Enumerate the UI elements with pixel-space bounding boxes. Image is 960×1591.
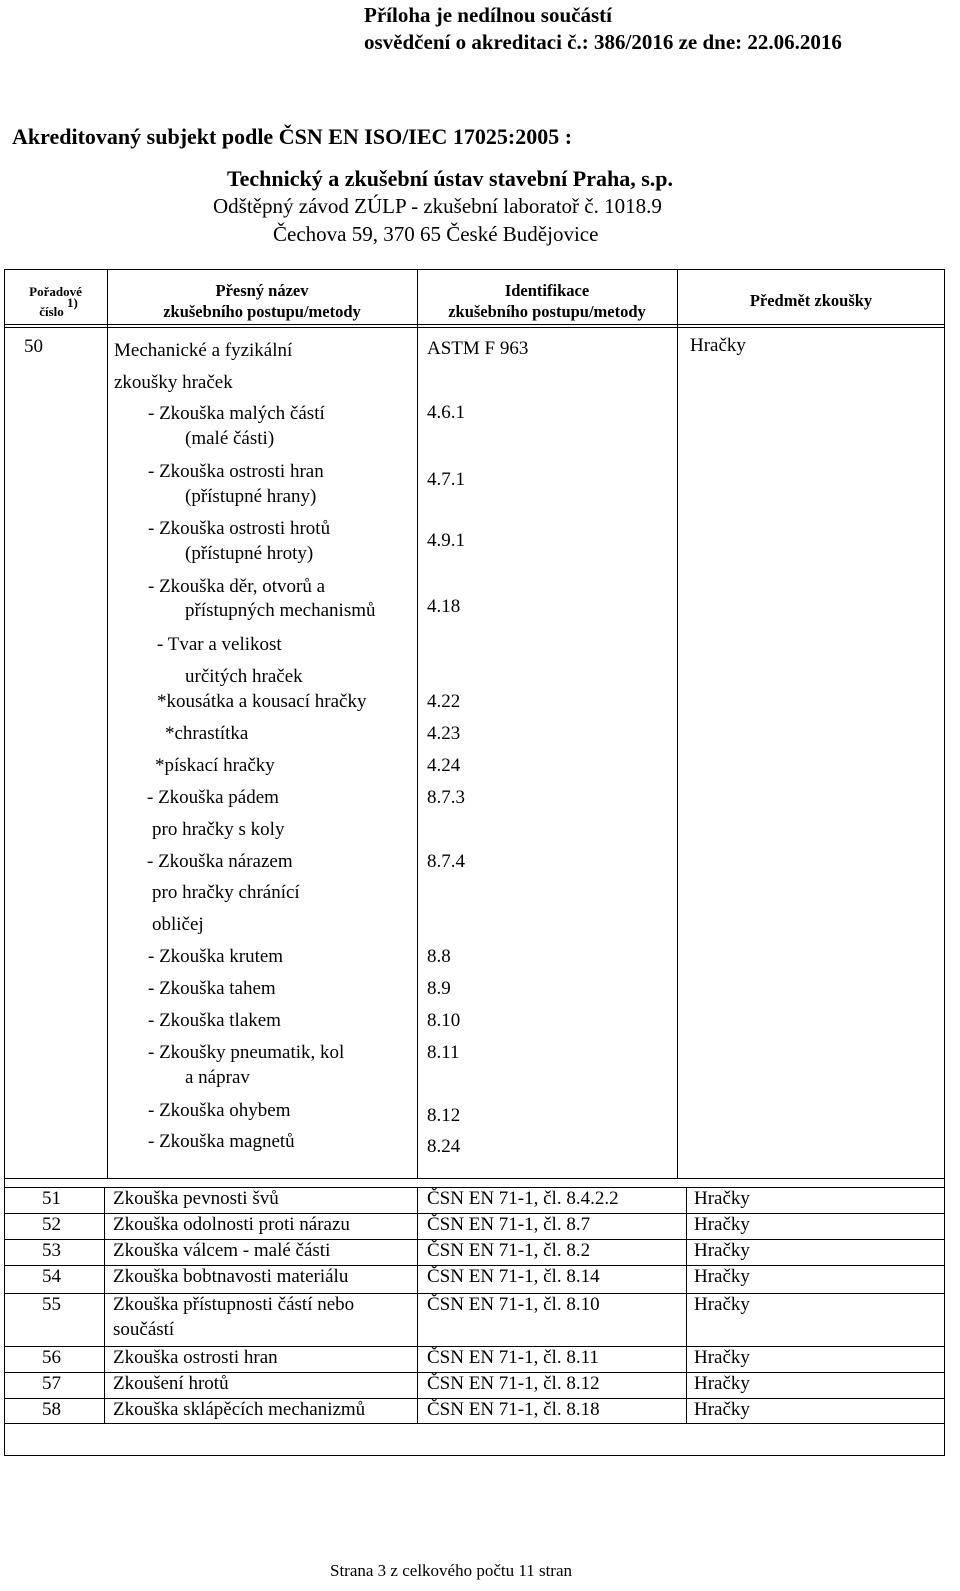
row50-line: - Zkouška pádem <box>147 787 279 808</box>
row50-subject: Hračky <box>690 335 746 356</box>
row-ident: ČSN EN 71-1, čl. 8.7 <box>427 1214 591 1235</box>
row50-line: - Zkouška magnetů <box>148 1131 295 1152</box>
row50-ident-main: ASTM F 963 <box>427 338 529 359</box>
row50-line: (přístupné hrany) <box>185 486 317 507</box>
row-subject: Hračky <box>694 1294 750 1315</box>
row-test-name: Zkouška bobtnavosti materiálu <box>113 1266 349 1287</box>
row-subject: Hračky <box>694 1266 750 1287</box>
row50-line: - Zkouška ostrosti hrotů <box>148 518 331 539</box>
row50-line: - Zkouška malých částí <box>148 403 325 424</box>
row50-ident: 8.7.4 <box>427 851 465 872</box>
row-test-name-cont: součástí <box>113 1319 175 1340</box>
row50-line: pro hračky chránící <box>152 882 300 903</box>
row50-ident: 4.22 <box>427 691 461 712</box>
row-ident: ČSN EN 71-1, čl. 8.11 <box>427 1347 599 1368</box>
col-header-ident-a: Identifikace <box>504 281 590 300</box>
header-line2: osvědčení o akreditaci č.: 386/2016 ze dne: 22.06.2016 <box>364 30 842 54</box>
row-number: 55 <box>42 1294 61 1315</box>
row-subject: Hračky <box>694 1240 750 1261</box>
row50-line: určitých hraček <box>185 666 303 687</box>
row-number: 52 <box>42 1214 61 1235</box>
row50-ident: 8.11 <box>427 1042 460 1063</box>
row50-line: (malé části) <box>185 428 275 449</box>
col-header-name-a: Přesný název <box>215 281 309 300</box>
address: Čechova 59, 370 65 České Budějovice <box>273 222 599 246</box>
row-number: 58 <box>42 1399 61 1420</box>
row50-ident: 8.7.3 <box>427 787 465 808</box>
row-subject: Hračky <box>694 1399 750 1420</box>
row50-line: *kousátka a kousací hračky <box>157 691 367 712</box>
row50-line: - Zkoušky pneumatik, kol <box>148 1042 345 1063</box>
row-ident: ČSN EN 71-1, čl. 8.18 <box>427 1399 600 1420</box>
row-number: 57 <box>42 1373 61 1394</box>
row50-ident: 8.8 <box>427 946 451 967</box>
row50-line: - Zkouška krutem <box>148 946 284 967</box>
col-header-subject: Předmět zkoušky <box>749 291 873 310</box>
row-subject: Hračky <box>694 1188 750 1209</box>
row50-line: obličej <box>152 914 204 935</box>
col-header-ident-b: zkušebního postupu/metody <box>448 302 646 321</box>
col-header-name-b: zkušebního postupu/metody <box>163 302 361 321</box>
row-ident: ČSN EN 71-1, čl. 8.14 <box>427 1266 600 1287</box>
col-header-order-sup: 1) <box>67 295 78 310</box>
row50-line: přístupných mechanismů <box>185 600 376 621</box>
row50-ident: 8.12 <box>427 1105 461 1126</box>
row-subject: Hračky <box>694 1347 750 1368</box>
row50-ident: 4.7.1 <box>427 469 465 490</box>
row50-line: - Zkouška ostrosti hran <box>148 461 324 482</box>
row50-line: pro hračky s koly <box>152 819 285 840</box>
row50-line: (přístupné hroty) <box>185 543 314 564</box>
row50-ident: 8.24 <box>427 1136 461 1157</box>
org-name: Technický a zkušební ústav stavební Praha, s.p. <box>227 166 674 191</box>
row-test-name: Zkouška odolnosti proti nárazu <box>113 1214 350 1235</box>
row50-line: *pískací hračky <box>155 755 275 776</box>
row50-line: - Zkouška děr, otvorů a <box>148 576 326 597</box>
page-footer: Strana 3 z celkového počtu 11 stran <box>330 1561 573 1580</box>
row-ident: ČSN EN 71-1, čl. 8.12 <box>427 1373 600 1394</box>
row50-ident: 4.6.1 <box>427 402 465 423</box>
row50-ident: 4.23 <box>427 723 461 744</box>
row-subject: Hračky <box>694 1373 750 1394</box>
row50-line: zkoušky hraček <box>114 372 233 393</box>
row-number: 51 <box>42 1188 61 1209</box>
row-test-name: Zkouška sklápěcích mechanizmů <box>113 1399 366 1420</box>
branch-name: Odštěpný závod ZÚLP - zkušební laboratoř č. 1018.9 <box>213 194 662 218</box>
row-test-name: Zkouška přístupnosti částí nebo <box>113 1294 355 1315</box>
row50-line: - Zkouška ohybem <box>148 1100 291 1121</box>
header-line1: Příloha je nedílnou součástí <box>364 3 612 27</box>
row50-line: Mechanické a fyzikální <box>114 340 293 361</box>
row50-ident: 8.10 <box>427 1010 461 1031</box>
row-number: 53 <box>42 1240 61 1261</box>
row-ident: ČSN EN 71-1, čl. 8.4.2.2 <box>427 1188 619 1209</box>
row-test-name: Zkouška ostrosti hran <box>113 1347 278 1368</box>
row-ident: ČSN EN 71-1, čl. 8.2 <box>427 1240 591 1261</box>
row-subject: Hračky <box>694 1214 750 1235</box>
col-header-order-a: Pořadové <box>29 284 82 299</box>
row-test-name: Zkouška válcem - malé části <box>113 1240 331 1261</box>
row50-line: a náprav <box>185 1067 250 1088</box>
row50-ident: 4.24 <box>427 755 461 776</box>
row-number: 56 <box>42 1347 61 1368</box>
accreditation-title: Akreditovaný subjekt podle ČSN EN ISO/IEC 17025:2005 : <box>12 124 573 149</box>
row50-line: - Zkouška nárazem <box>147 851 293 872</box>
row-test-name: Zkouška pevnosti švů <box>113 1188 279 1209</box>
row-ident: ČSN EN 71-1, čl. 8.10 <box>427 1294 600 1315</box>
row50-ident: 4.18 <box>427 596 461 617</box>
col-header-order-b: číslo <box>39 304 64 319</box>
row50-number: 50 <box>24 336 43 357</box>
row50-ident: 4.9.1 <box>427 530 465 551</box>
row50-line: - Tvar a velikost <box>157 634 282 655</box>
row50-line: - Zkouška tahem <box>148 978 276 999</box>
row-number: 54 <box>42 1266 61 1287</box>
row50-line: - Zkouška tlakem <box>148 1010 281 1031</box>
row-test-name: Zkoušení hrotů <box>113 1373 229 1394</box>
row50-line: *chrastítka <box>165 723 249 744</box>
row50-ident: 8.9 <box>427 978 451 999</box>
